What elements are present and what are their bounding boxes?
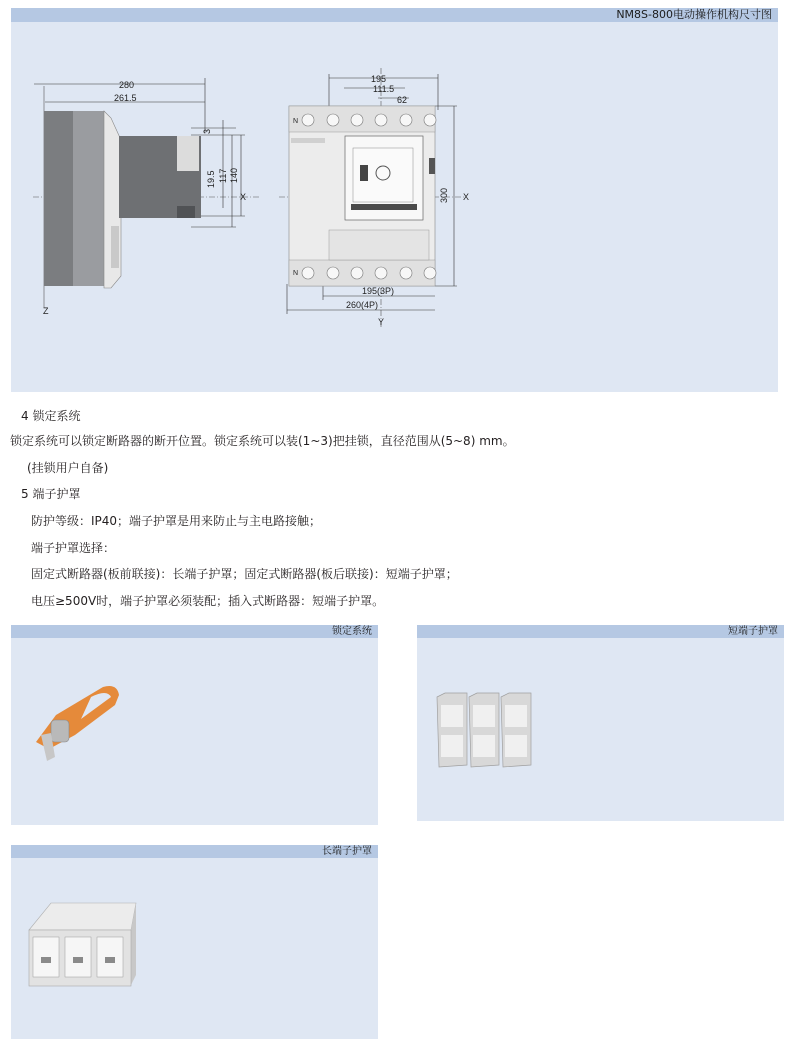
axis-x-front: X xyxy=(463,192,470,202)
section-4-note: (挂锁用户自备) xyxy=(27,461,109,475)
pole-n-bottom: N xyxy=(293,270,299,277)
dim-280: 280 xyxy=(119,80,135,90)
dim-195-3p: 195(3P) xyxy=(362,286,395,296)
long-cover-caption: 长端子护罩 xyxy=(11,845,378,858)
dimension-drawing-panel xyxy=(11,8,778,392)
lock-system-caption: 锁定系统 xyxy=(11,625,378,638)
short-cover-image xyxy=(417,625,784,821)
dim-19-5: 19.5 xyxy=(206,170,216,188)
section-5-line4: 电压≥500V时，端子护罩必须装配；插入式断路器：短端子护罩。 xyxy=(31,594,385,608)
short-cover-panel xyxy=(417,625,784,821)
section-5-title: 5 端子护罩 xyxy=(21,487,81,501)
pole-n-top: N xyxy=(293,118,299,125)
page-header-title: NM8S-800电动操作机构尺寸图 xyxy=(11,8,778,22)
short-cover-caption: 短端子护罩 xyxy=(417,625,784,638)
dim-195: 195 xyxy=(371,74,387,84)
lock-system-panel xyxy=(11,625,378,825)
dim-62: 62 xyxy=(397,95,408,105)
dim-111-5: 111.5 xyxy=(373,84,395,94)
dimension-drawing xyxy=(11,8,778,392)
axis-x-label: X xyxy=(240,192,247,202)
dim-261-5: 261.5 xyxy=(114,93,137,103)
axis-z-label: Z xyxy=(43,306,49,316)
axis-y-label: Y xyxy=(378,317,385,327)
dim-260-4p: 260(4P) xyxy=(346,300,379,310)
dim-300: 300 xyxy=(439,187,449,203)
dim-117: 117 xyxy=(218,168,228,183)
padlock-device-image xyxy=(11,625,378,825)
dim-3: 3 xyxy=(202,128,212,134)
long-cover-image xyxy=(11,845,378,1039)
section-5-line1: 防护等级：IP40；端子护罩是用来防止与主电路接触； xyxy=(31,514,322,528)
long-cover-panel xyxy=(11,845,378,1039)
section-5-line3: 固定式断路器(板前联接)：长端子护罩；固定式断路器(板后联接)：短端子护罩； xyxy=(31,567,458,581)
dim-140: 140 xyxy=(229,167,239,183)
section-5-line2: 端子护罩选择： xyxy=(31,541,116,555)
section-4-title: 4 锁定系统 xyxy=(21,409,81,423)
section-4-text: 锁定系统可以锁定断路器的断开位置。锁定系统可以装(1~3)把挂锁，直径范围从(5~8) mm。 xyxy=(10,434,515,448)
